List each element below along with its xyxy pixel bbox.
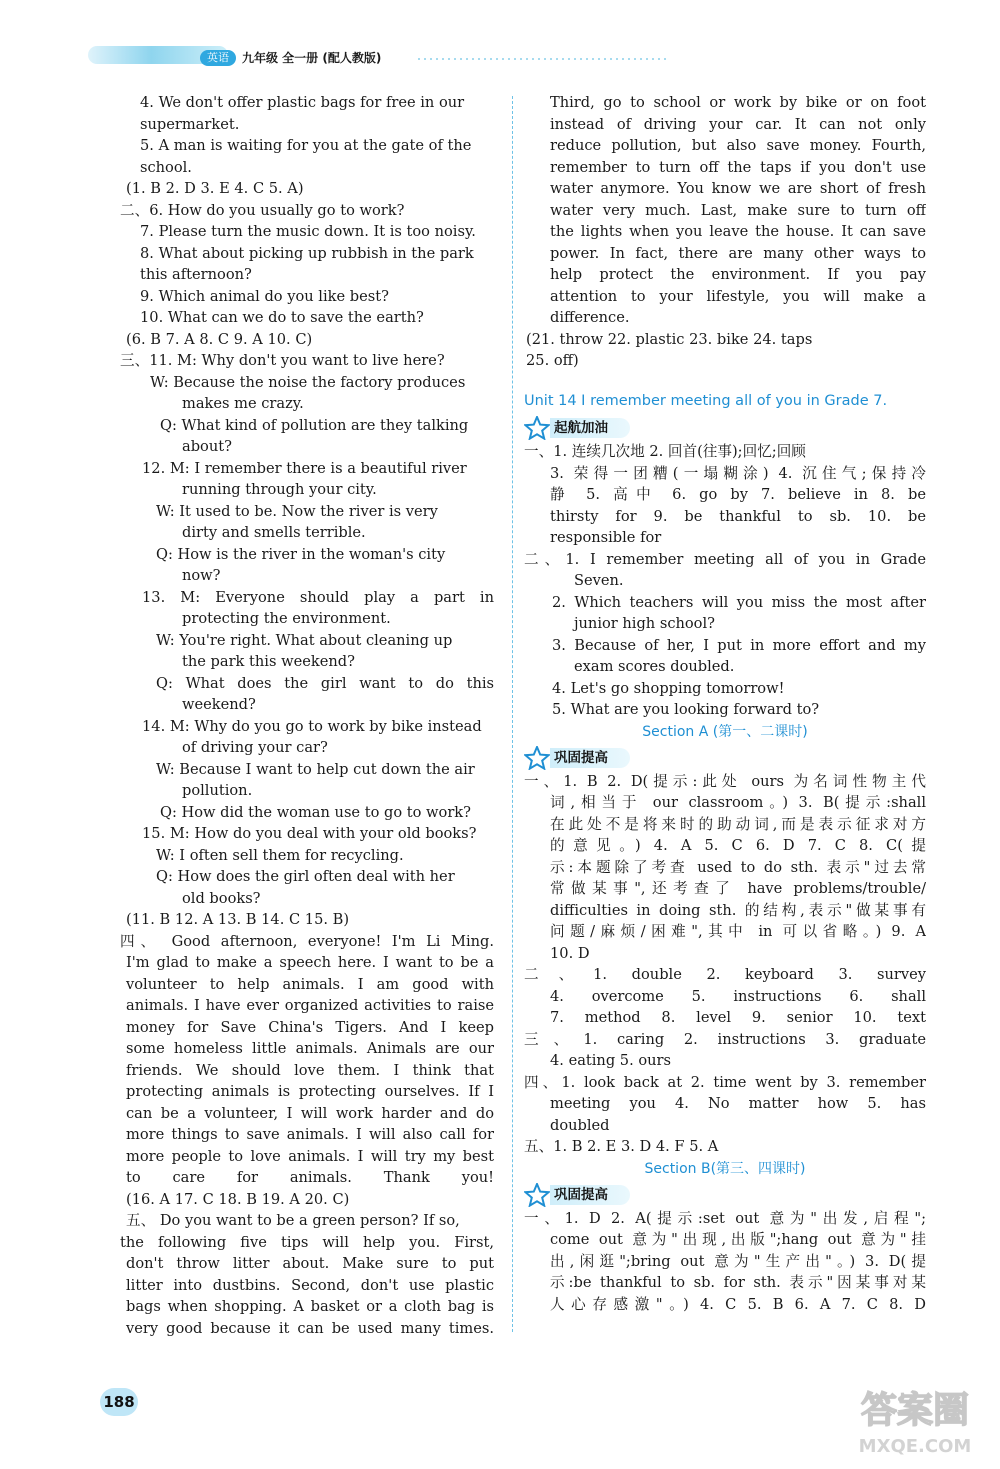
section-b-answers <box>524 1208 926 1316</box>
star-icon <box>524 416 550 440</box>
text-line: junior high school? <box>574 615 715 632</box>
text-line: makes me crazy. <box>182 395 304 412</box>
text-line: 2. Which teachers will you miss the most after <box>552 593 926 611</box>
text-line: money for Save China's Tigers. And I keep <box>126 1018 494 1036</box>
text-line: meeting you 4. No matter how 5. has <box>550 1095 926 1112</box>
text-line: 三、11. M: Why don't you want to live here? <box>120 352 445 369</box>
text-line: 一、1. D 2. A(提示:set out 意为"出发,启程"; <box>524 1209 926 1227</box>
text-line: 5. What are you looking forward to? <box>552 701 820 718</box>
text-line: 4. Let's go shopping tomorrow! <box>552 679 785 697</box>
text-line: difficulties in doing sth. 的结构,表示"做某事有 <box>550 901 926 919</box>
page-header <box>0 0 1000 80</box>
text-line: 的意见。) 4. A 5. C 6. D 7. C 8. C(提 <box>550 837 926 854</box>
text-line: water anymore. You know we are short of fresh <box>550 180 926 197</box>
text-line: 7. method 8. level 9. senior 10. text <box>550 1009 926 1026</box>
text-line: 常做某事",还考查了 have problems/trouble/ <box>550 880 926 897</box>
banner-consolidate-b <box>524 1183 926 1207</box>
banner-label: 起航加油 <box>550 418 630 438</box>
text-line: thirsty for 9. be thankful to sb. 10. be <box>550 507 926 525</box>
column-divider <box>512 96 513 1332</box>
text-line: 一、1. 连续几次地 2. 回首(往事);回忆;回顾 <box>524 443 806 460</box>
text-line: don't throw litter about. Make sure to put <box>126 1255 494 1272</box>
star-icon <box>524 746 550 770</box>
text-line: 14. M: Why do you go to work by bike instead <box>142 717 482 735</box>
text-line: dirty and smells terrible. <box>182 524 366 541</box>
text-line: 5. A man is waiting for you at the gate of the <box>140 137 472 154</box>
text-line: W: It used to be. Now the river is very <box>156 502 438 520</box>
subject-badge: 英语 <box>200 50 236 66</box>
text-line: protecting the environment. <box>182 610 391 627</box>
text-line: 词,相当于 our classroom。) 3. B(提示:shall <box>550 794 926 811</box>
text-line: more things to save animals. I will also call for <box>126 1126 494 1143</box>
text-line: power. In fact, there are many other ways to <box>550 244 926 262</box>
text-line: 四、1. look back at 2. time went by 3. remember <box>524 1073 926 1091</box>
text-line: supermarket. <box>140 115 240 133</box>
text-line: I'm glad to make a speech here. I want to be a <box>126 954 494 971</box>
text-line: old books? <box>182 889 261 907</box>
text-line: animals. I have ever organized activities to raise <box>126 997 494 1014</box>
text-line: W: You're right. What about cleaning up <box>156 631 453 649</box>
text-line: W: I often sell them for recycling. <box>156 846 404 864</box>
text-line: bags when shopping. A basket or a cloth bag is <box>126 1298 494 1315</box>
text-line: 13. M: Everyone should play a part in <box>142 588 494 606</box>
text-line: 15. M: How do you deal with your old books? <box>142 825 477 842</box>
text-line: 五、1. B 2. E 3. D 4. F 5. A <box>524 1138 719 1155</box>
text-line: doubled <box>550 1116 610 1134</box>
text-line: difference. <box>550 309 630 326</box>
text-line: school. <box>140 158 192 176</box>
text-line: (11. B 12. A 13. B 14. C 15. B) <box>126 911 350 928</box>
text-line: (6. B 7. A 8. C 9. A 10. C) <box>126 330 313 348</box>
text-line: 3. Because of her, I put in more effort and my <box>552 636 926 654</box>
book-info: 九年级 全一册 (配人教版) <box>242 51 382 65</box>
text-line: Q: How does the girl often deal with her <box>156 868 455 885</box>
text-line: 12. M: I remember there is a beautiful river <box>142 459 467 477</box>
text-line: now? <box>182 567 221 584</box>
text-line: come out 意为"出现,出版";hang out 意为"挂 <box>550 1231 926 1248</box>
text-line: (1. B 2. D 3. E 4. C 5. A) <box>126 180 304 197</box>
text-line: reduce pollution, but also save money. Fourth, <box>550 137 926 154</box>
text-line: responsible for <box>550 529 662 546</box>
text-line: attention to your lifestyle, you will make a <box>550 287 926 305</box>
text-line: litter into dustbins. Second, don't use plastic <box>126 1276 494 1294</box>
text-line: this afternoon? <box>140 266 252 283</box>
passage-continuation <box>524 92 926 372</box>
text-line: 三、1. caring 2. instructions 3. graduate <box>524 1030 926 1048</box>
text-line: water very much. Last, make sure to turn off <box>550 201 926 219</box>
text-line: 在此处不是将来时的助动词,而是表示征求对方 <box>550 815 926 833</box>
text-line: (21. throw 22. plastic 23. bike 24. taps <box>526 330 813 348</box>
banner-warmup <box>524 416 926 440</box>
text-line: more people to love animals. I will try my best <box>126 1147 494 1165</box>
text-line: very good because it can be used many times. <box>126 1319 494 1337</box>
banner-label: 巩固提高 <box>550 1185 630 1205</box>
banner-label: 巩固提高 <box>550 748 630 768</box>
text-line: Q: How did the woman use to go to work? <box>160 803 471 821</box>
svg-text:答案圈: 答案圈 <box>860 1390 970 1431</box>
text-line: exam scores doubled. <box>574 658 735 675</box>
text-line: Third, go to school or work by bike or on foot <box>550 94 926 111</box>
right-column <box>524 92 926 1315</box>
text-line: 9. Which animal do you like best? <box>140 287 389 305</box>
section-b-heading: Section B(第三、四课时) <box>644 1160 806 1177</box>
text-line: 一、1. B 2. D(提示:此处 ours 为名词性物主代 <box>524 772 926 790</box>
section-a-heading: Section A (第一、二课时) <box>642 723 808 740</box>
text-line: 二、1. double 2. keyboard 3. survey <box>524 966 926 983</box>
watermark-logo <box>840 1370 990 1460</box>
unit-title: Unit 14 I remember meeting all of you in Grade 7. <box>524 392 888 409</box>
text-line: W: Because the noise the factory produces <box>150 373 466 391</box>
text-line: the park this weekend? <box>182 653 355 670</box>
text-line: 人心存感激"。) 4. C 5. B 6. A 7. C 8. D <box>550 1295 926 1313</box>
text-line: about? <box>182 438 232 455</box>
text-line: Q: What kind of pollution are they talking <box>160 416 469 434</box>
text-line: Seven. <box>574 572 624 589</box>
text-line: W: Because I want to help cut down the air <box>156 760 475 778</box>
text-line: friends. We should love them. I think that <box>126 1061 494 1079</box>
text-line: 25. off) <box>526 352 579 369</box>
text-line: to care for animals. Thank you! <box>126 1169 494 1186</box>
text-line: some homeless little animals. Animals are our <box>126 1040 494 1057</box>
text-line: 出,闲逛";bring out 意为"生产出"。) 3. D(提 <box>550 1252 926 1270</box>
text-line: 四、 Good afternoon, everyone! I'm Li Ming. <box>120 932 494 950</box>
text-line: 二、6. How do you usually go to work? <box>120 201 405 219</box>
page-number: 188 <box>100 1388 138 1416</box>
text-line: 3. 荣得一团糟(一塌糊涂) 4. 沉住气;保持冷 <box>550 464 926 482</box>
text-line: weekend? <box>182 696 256 713</box>
text-line: 7. Please turn the music down. It is too noisy. <box>140 223 476 240</box>
text-line: volunteer to help animals. I am good with <box>126 975 494 993</box>
text-line: 8. What about picking up rubbish in the park <box>140 244 474 262</box>
text-line: running through your city. <box>182 481 377 498</box>
text-line: protecting animals is protecting ourselves. If I <box>126 1083 494 1100</box>
text-line: (16. A 17. C 18. B 19. A 20. C) <box>126 1190 350 1208</box>
text-line: 五、 Do you want to be a green person? If so, <box>126 1212 460 1229</box>
text-line: instead of driving your car. It can not only <box>550 115 926 133</box>
text-line: 10. What can we do to save the earth? <box>140 309 424 326</box>
text-line: Q: What does the girl want to do this <box>156 674 494 692</box>
text-line: 4. We don't offer plastic bags for free in our <box>140 94 465 111</box>
text-line: 示:本题除了考查 used to do sth. 表示"过去常 <box>550 858 926 876</box>
warmup-answers <box>524 441 926 721</box>
text-line: pollution. <box>182 782 253 799</box>
text-line: the following five tips will help you. First, <box>120 1233 494 1251</box>
text-line: 二、1. I remember meeting all of you in Grade <box>524 550 926 568</box>
header-dots-decoration <box>416 58 666 60</box>
text-line: 问题/麻烦/困难",其中 in 可以省略。) 9. A <box>550 923 926 940</box>
text-line: can be a volunteer, I will work harder and do <box>126 1104 494 1122</box>
text-line: help protect the environment. If you pay <box>550 266 926 283</box>
text-line: 10. D <box>550 944 590 962</box>
svg-text:MXQE.COM: MXQE.COM <box>858 1436 972 1457</box>
text-line: 4. overcome 5. instructions 6. shall <box>550 987 926 1005</box>
section-a-answers <box>524 771 926 1158</box>
text-line: 示:be thankful to sb. for sth. 表示"因某事对某 <box>550 1274 926 1291</box>
text-line: Q: How is the river in the woman's city <box>156 545 446 563</box>
star-icon <box>524 1183 550 1207</box>
text-line: of driving your car? <box>182 739 328 756</box>
text-line: 4. eating 5. ours <box>550 1052 672 1069</box>
left-column <box>120 92 494 1339</box>
text-line: remember to turn off the taps if you don't use <box>550 158 926 176</box>
text-line: 静 5. 高中 6. go by 7. believe in 8. be <box>550 486 926 503</box>
text-line: the lights when you leave the house. It can save <box>550 223 926 240</box>
banner-consolidate-a <box>524 746 926 770</box>
